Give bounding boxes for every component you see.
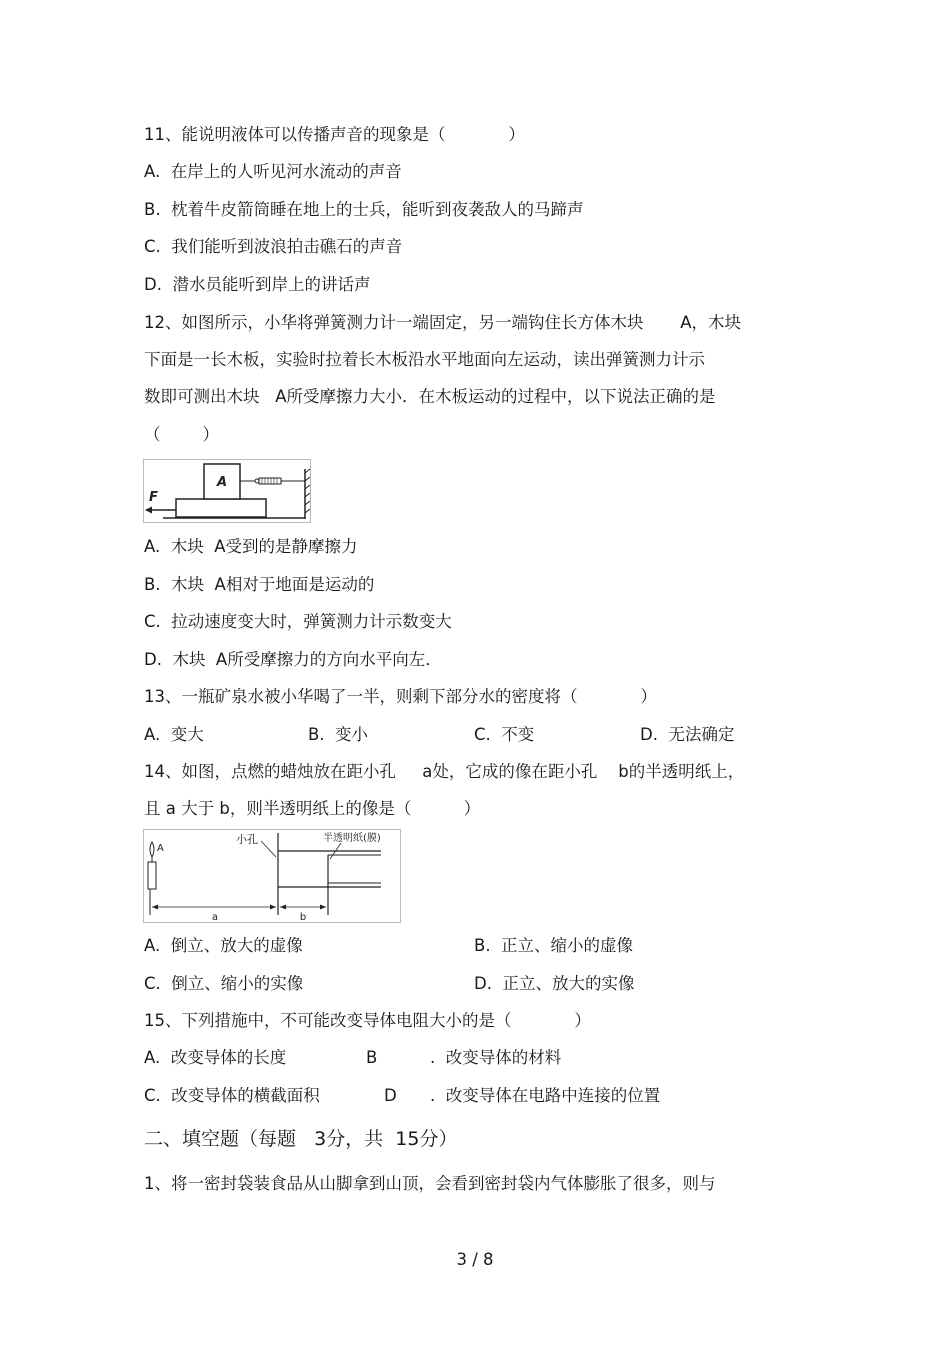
q14-option-b: B. 正立、缩小的虚像: [474, 936, 634, 955]
q12-option-c: C. 拉动速度变大时，弹簧测力计示数变大: [144, 612, 452, 631]
q15-option-b-text: . 改变导体的材料: [430, 1048, 562, 1067]
q14-pinhole-figure: [143, 829, 401, 923]
q12-option-a: A. 木块 A受到的是静摩擦力: [144, 537, 358, 556]
q12-stem-line3: 数即可测出木块 A所受摩擦力大小．在木板运动的过程中，以下说法正确的是: [144, 387, 716, 406]
q12-stem-line2: 下面是一长木板，实验时拉着长木板沿水平地面向左运动，读出弹簧测力计示: [144, 350, 705, 369]
screen-label: 半透明纸(膜): [323, 833, 381, 844]
q11-option-c: C. 我们能听到波浪拍击礁石的声音: [144, 237, 403, 256]
candle-label: A: [157, 843, 164, 854]
distance-b-label: b: [299, 912, 307, 923]
q15-stem: 15、下列措施中，不可能改变导体电阻大小的是（ ）: [144, 1011, 591, 1030]
q12-option-b: B. 木块 A相对于地面是运动的: [144, 575, 375, 594]
q15-option-d-text: . 改变导体在电路中连接的位置: [430, 1086, 661, 1105]
q11-option-b: B. 枕着牛皮箭筒睡在地上的士兵，能听到夜袭敌人的马蹄声: [144, 200, 584, 219]
q13-option-d: D. 无法确定: [640, 725, 735, 744]
candle-flame: [150, 842, 154, 857]
q12-option-d: D. 木块 A所受摩擦力的方向水平向左．: [144, 650, 442, 669]
q15-option-c: C. 改变导体的横截面积: [144, 1086, 320, 1105]
q13-option-b: B. 变小: [308, 725, 369, 744]
distance-a-label: a: [211, 912, 219, 923]
long-board: [176, 499, 266, 517]
q13-option-c: C. 不变: [474, 725, 535, 744]
block-a-label: A: [216, 475, 228, 490]
candle-body: [148, 862, 156, 889]
q13-stem: 13、一瓶矿泉水被小华喝了一半，则剩下部分水的密度将（ ）: [144, 687, 657, 706]
q15-option-b-letter: B: [366, 1048, 378, 1067]
section2-q1-stem: 1、将一密封袋装食品从山脚拿到山顶，会看到密封袋内气体膨胀了很多，则与: [144, 1174, 716, 1193]
q14-stem-line1: 14、如图，点燃的蜡烛放在距小孔 a处，它成的像在距小孔 b的半透明纸上，: [144, 762, 745, 781]
q12-stem-line1: 12、如图所示，小华将弹簧测力计一端固定，另一端钩住长方体木块 A，木块: [144, 313, 741, 332]
q11-stem: 11、能说明液体可以传播声音的现象是（ ）: [144, 125, 525, 144]
q12-friction-figure: [143, 459, 311, 523]
pinhole-diagram: [143, 829, 401, 923]
page-number: 3 / 8: [456, 1250, 494, 1269]
q11-option-a: A. 在岸上的人听见河水流动的声音: [144, 162, 402, 181]
q12-stem-line4: （ ）: [144, 425, 219, 444]
q13-option-a: A. 变大: [144, 725, 204, 744]
q14-option-a: A. 倒立、放大的虚像: [144, 936, 303, 955]
force-label: F: [149, 490, 158, 505]
q15-option-a: A. 改变导体的长度: [144, 1048, 287, 1067]
q15-option-d-letter: D: [384, 1086, 397, 1105]
q14-option-d: D. 正立、放大的实像: [474, 974, 635, 993]
friction-diagram: [143, 459, 311, 523]
pinhole-label: 小孔: [236, 833, 258, 846]
q11-option-d: D. 潜水员能听到岸上的讲话声: [144, 275, 371, 294]
q14-stem-line2: 且 a 大于 b，则半透明纸上的像是（ ）: [144, 799, 481, 818]
q14-option-c: C. 倒立、缩小的实像: [144, 974, 304, 993]
section2-title: 二、填空题（每题 3分，共 15分）: [144, 1128, 458, 1150]
